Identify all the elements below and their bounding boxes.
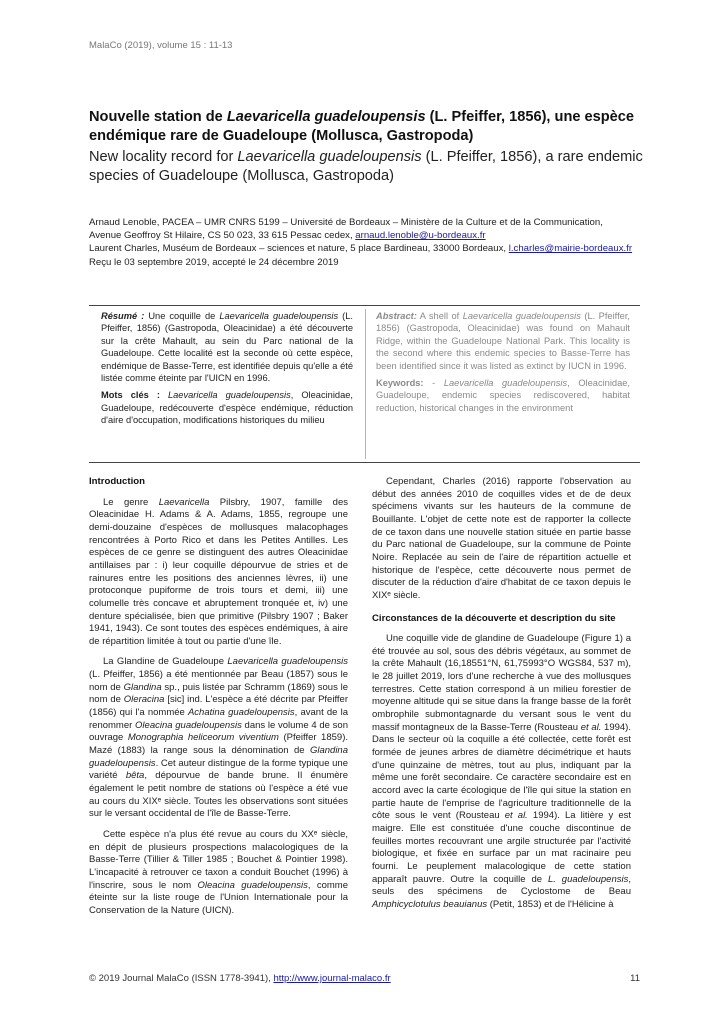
section-heading-introduction: Introduction (89, 476, 145, 487)
section-heading-circonstances: Circonstances de la découverte et description du site (372, 612, 616, 624)
author-line-3: Laurent Charles, Muséum de Bordeaux – sciences et nature, 5 place Bardineau, 33000 Bordeaux, l.charles@mairie-bordeaux.fr (89, 243, 633, 255)
title-english: New locality record for Laevaricella guadeloupensis (L. Pfeiffer, 1856), a rare endemic species of Guadeloupe (Mollusca, Gastropoda) (89, 149, 643, 184)
received-date: Reçu le 03 septembre 2019, accepté le 24 décembre 2019 (89, 256, 339, 268)
abstract-french (101, 310, 353, 427)
author-line-1: Arnaud Lenoble, PACEA – UMR CNRS 5199 – Université de Bordeaux – Ministère de la Culture et de la Communication, (89, 217, 603, 228)
intro-paragraph-3: Cette espèce n'a plus été revue au cours du XXᵉ siècle, en dépit de plusieurs prospections malacologiques de la Basse-Terre (Tillier & Tiller 1985 ; Bouchet & Pointier 1998). L'incapacité à retrouver ce taxon a conduit Bouchet (1996) à l'inscrire, sous le nom Oleacina guadeloupensis, comme éteinte sur la liste rouge de l'Union Internationale pour la Conservation de la Nature (UICN). (89, 829, 348, 916)
email-link-charles[interactable]: l.charles@mairie-bordeaux.fr (508, 243, 633, 255)
journal-url-link[interactable]: http://www.journal-malaco.fr (273, 973, 391, 984)
abstract-text: Abstract: A shell of Laevaricella guadeloupensis (L. Pfeiffer, 1856) (Gastropoda, Oleacinidae) was found on Mahault Ridge, within the Guadeloupe National Park. This locality is the second where this endemic species to Basse-Terre has been identified since it was listed as extinct by IUCN in 1996. (376, 311, 631, 371)
abstract-box (89, 305, 640, 463)
keywords: Keywords: - Laevaricella guadeloupensis, Oleacinidae, Guadeloupe, endemic species rediscovered, habitat reduction, historical changes in the environment (376, 378, 631, 413)
body-paragraph-cependant: Cependant, Charles (2016) rapporte l'observation au début des années 2010 de coquilles vides et de de deux spécimens vivants sur les hauteurs de la commune de Bouillante. L'objet de cette note est de rapporter la collecte de ce taxon dans une nouvelle station située en partie basse du Parc national de Guadeloupe, sur la commune de Pointe Noire. Replacée au sein de l'aire de répartition actuelle et historique de l'espèce, cette découverte nous permet de discuter de la réduction d'aire d'habitat de ce taxon depuis le XIXᵉ siècle. (372, 476, 631, 601)
left-column (89, 476, 348, 926)
intro-paragraph-2: La Glandine de Guadeloupe Laevaricella guadeloupensis (L. Pfeiffer, 1856) a été mentionnée par Beau (1857) sous le nom de Glandina sp., puis listée par Schramm (1869) sous le nom de Oleracina [sic] ind. L'espèce a été décrite par Pfeiffer (1856) qui l'a nommée Achatina guadeloupensis, avant de la renommer Oleacina guadeloupensis dans le volume 4 de son ouvrage Monographia heliceorum viventium (Pfeiffer 1859). Mazé (1883) la range sous la dénomination de Glandina guadeloupensis. Cet auteur distingue de la forme typique une variété bêta, dépourvue de bande brune. Il énumère également le petit nombre de stations où l'espèce a été vue au cours du XIXᵉ siècle. Toutes les observations sont situées sur le versant occidental de l'île de Basse-Terre. (89, 656, 349, 820)
body-paragraph-site: Une coquille vide de glandine de Guadeloupe (Figure 1) a été trouvée au sol, sous des débris végétaux, au sommet de la crête Mahault (16,18551°N, 61,75993°O WGS84, 537 m), le 28 juillet 2019, lors d'une recherche à vue des mollusques terrestres. Cette station correspond à un milieu forestier de moyenne altitude qui se situe dans la frange basse de la forêt ombrophile submontagnarde du versant sous le vent du massif montagneux de la Basse-Terre (Rousteau et al. 1994). Dans le secteur où la coquille a été collectée, cette forêt est formée de jeunes arbres de diamètre décimétrique et hauts d'une quinzaine de mètres, tout au plus, indiquant par la même une forêt secondaire. Ce caractère secondaire est en accord avec la carte écologique de l'île qui situe la station en partie haute de l'emprise de l'agriculture traditionnelle de la côte sous le vent (Rousteau et al. 1994). La litière y est maigre. Elle est constituée d'une couche discontinue de feuilles mortes recouvrant une argile structurée par l'activité biologique, et fixée en surface par un mat racinaire peu fourni. Le peuplement malacologique de cette station apparaît pauvre. Outre la coquille de L. guadeloupensis, seuls des spécimens de Cyclostome de Beau Amphicyclotulus beauianus (Petit, 1853) et de l'Hélicine à (372, 633, 631, 910)
resume-text: Résumé : Une coquille de Laevaricella guadeloupensis (L. Pfeiffer, 1856) (Gastropoda, Oleacinidae) a été découverte sur la crête Mahault, au sein du Parc national de la Guadeloupe. Cette localité est la seconde où cette espèce, endémique de Basse-Terre, est identifiée depuis qu'elle a été listée comme éteinte par l'UICN en 1996. (101, 311, 354, 384)
page-number: 11 (630, 973, 640, 984)
intro-paragraph-1: Le genre Laevaricella Pilsbry, 1907, famille des Oleacinidae H. Adams & A. Adams, 1855, regroupe une demi-douzaine d'espèces de mollusques malacophages rencontrées à Porto Rico et dans les Petites Antilles. Les espèces de ce genre se distinguent des autres Oleacinidae antillaises par : i) leur coquille dépourvue de stries et de rainures entre les positions des anciennes lèvres, ii) une protoconque pupiforme de trois tours et demi, iii) une columelle très concave et abruptement tronquée et, iv) une denture spécialisée, bien que primitive (Pilsbry 1907 ; Baker 1941, 1943). Ce sont toutes des espèces endémiques, à aire de répartition limitée à tout ou partie d'une île. (89, 496, 348, 647)
copyright-text: © 2019 Journal MalaCo (ISSN 1778-3941), (89, 973, 274, 984)
running-head: MalaCo (2019), volume 15 : 11-13 (89, 40, 233, 51)
author-affiliations (89, 216, 649, 269)
email-link-lenoble[interactable]: arnaud.lenoble@u-bordeaux.fr (355, 230, 486, 242)
title-block (89, 108, 649, 186)
abstract-divider (365, 309, 366, 459)
abstract-english (376, 310, 630, 414)
page-footer (89, 973, 640, 984)
mots-cles: Mots clés : Laevaricella guadeloupensis, Oleacinidae, Guadeloupe, redécouverte d'espèce endémique, réduction d'aire d'occupation, modifications historiques du milieu (101, 390, 354, 426)
title-french: Nouvelle station de Laevaricella guadeloupensis (L. Pfeiffer, 1856), une espèce endémique rare de Guadeloupe (Mollusca, Gastropoda) (89, 109, 635, 144)
right-column (372, 476, 631, 920)
author-line-2: Avenue Geoffroy St Hilaire, CS 50 023, 33 615 Pessac cedex, arnaud.lenoble@u-bordeaux.fr (89, 230, 486, 242)
